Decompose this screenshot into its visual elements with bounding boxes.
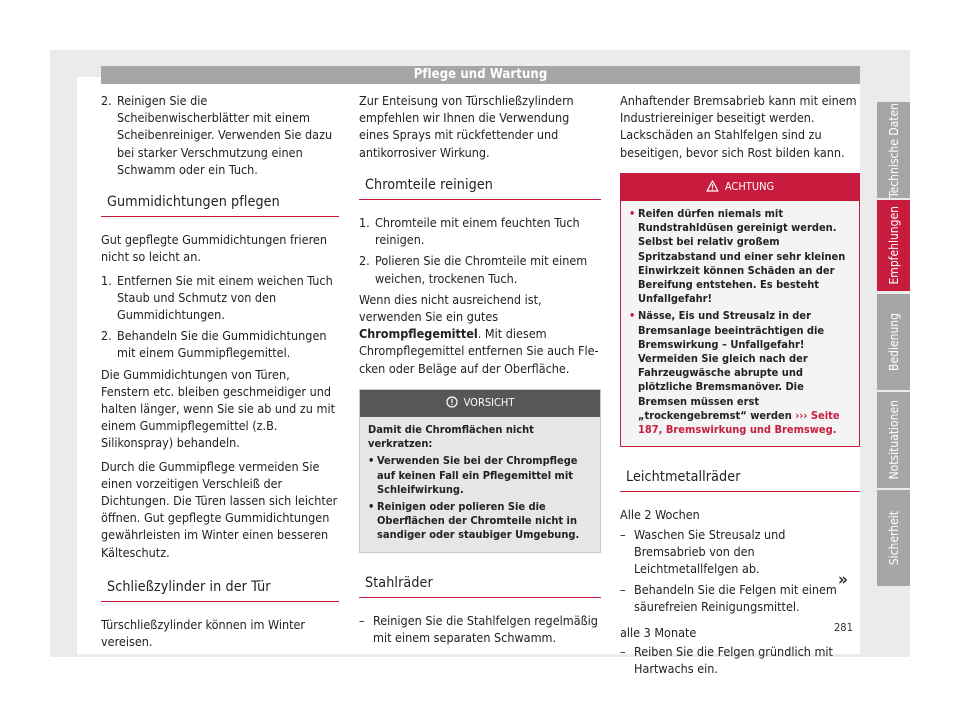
list-item [620, 643, 860, 677]
step-number: 2. [101, 328, 112, 344]
warning-box [620, 173, 860, 447]
paragraph: Durch die Gummipflege vermeiden Sie einen vorzeitigen Verschleiß der Dichtungen. Die Türen lassen sich leichter öffnen. Gut gepflegte Gummidichtungen gewährleisten im Winter einen besseren Kälteschutz. [101, 458, 338, 560]
paragraph: Anhaftender Bremsabrieb kann mit einem Industriereiniger beseitigt werden. Lackschäden an Stahlfelgen sind zu beseitigen, bevor sich Rost bilden kann. [620, 93, 857, 160]
bullet-icon: • [629, 309, 636, 323]
page-reference-link[interactable]: Bremswirkung und Bremsweg. [665, 423, 837, 437]
caution-item [368, 500, 592, 543]
step-number: 2. [359, 253, 370, 269]
caution-title: VORSICHT [463, 395, 515, 409]
step-number: 1. [101, 272, 112, 288]
caution-item [368, 454, 592, 497]
section-heading-leichtmetallraeder: Leichtmetallräder [620, 469, 860, 492]
step-text: Chromteile mit einem feuchten Tuch reinigen. [375, 215, 580, 248]
chapter-header: Pflege und Wartung [101, 66, 860, 84]
interval-label: Alle 2 Wochen [620, 507, 700, 523]
caution-header [360, 390, 600, 417]
step-text: Entfernen Sie mit einem weichen Tuch Staub und Schmutz von den Gummidichtungen. [117, 272, 333, 323]
continue-arrow-icon: » [838, 570, 848, 590]
tab-sicherheit[interactable] [877, 490, 910, 586]
item-text: Waschen Sie Streusalz und Bremsabrieb von den Leichtmetallfelgen ab. [634, 526, 786, 577]
list-item [359, 214, 601, 248]
item-text: Reinigen Sie die Stahlfelgen regelmäßig mit einem separaten Schwamm. [373, 612, 598, 646]
tab-bedienung[interactable] [877, 294, 910, 390]
section-heading-schliesszylinder: Schließzylinder in der Tür [101, 579, 339, 602]
tab-empfehlungen[interactable] [877, 200, 910, 291]
caution-box [359, 389, 601, 553]
step-number: 2. [101, 93, 112, 108]
paragraph: Gut gepflegte Gummidichtungen frieren nicht so leicht an. [101, 232, 327, 265]
page-reference-link[interactable]: ››› Seite 187, [638, 408, 840, 437]
list-item [101, 92, 339, 178]
section-heading-chromteile: Chromteile reinigen [359, 177, 601, 200]
warning-item [629, 309, 851, 437]
list-item [101, 327, 339, 361]
warning-triangle-icon [706, 180, 719, 197]
paragraph: Zur Enteisung von Türschließzylindern empfehlen wir Ihnen die Verwendung eines Sprays mit rückfettender und antikorrosiver Wirkung. [359, 93, 574, 160]
tab-notsituationen[interactable] [877, 392, 910, 488]
list-item [359, 612, 601, 646]
paragraph [359, 291, 601, 377]
step-text: Reinigen Sie die Scheibenwischerblätter mit einem Scheibenreiniger. Verwenden Sie dazu bei starker Verschmutzung einen Schwamm oder ein Tuch. [117, 93, 333, 177]
dash-icon: – [359, 612, 365, 628]
caution-text: Verwenden Sie bei der Chrompflege auf keinen Fall ein Pflegemittel mit Schleifwirkung. [377, 454, 578, 496]
warning-title: ACHTUNG [724, 179, 775, 193]
paragraph: Türschließzylinder können im Winter vereisen. [101, 617, 306, 650]
warning-header [621, 174, 859, 201]
list-item [101, 272, 339, 324]
list-item [620, 581, 860, 615]
column-1 [101, 92, 339, 656]
list-item [620, 526, 860, 578]
bullet-icon: • [629, 207, 636, 221]
tab-label: Sicherheit [886, 510, 901, 566]
dash-icon: – [620, 526, 626, 542]
column-2 [359, 92, 601, 650]
tab-label: Empfehlungen [886, 206, 901, 285]
page-number: 281 [834, 621, 853, 634]
column-3 [620, 92, 860, 681]
caution-text: Reinigen oder polieren Sie die Oberflächen der Chromteile nicht in sandiger oder staubiger Umgebung. [377, 500, 580, 542]
emphasis: Chrompflegemittel [359, 326, 478, 342]
info-circle-icon [446, 396, 458, 413]
list-item [359, 252, 601, 286]
bullet-icon: • [368, 500, 375, 514]
warning-body [621, 201, 859, 446]
text: Wenn dies nicht ausreichend ist, verwenden Sie ein gutes [359, 291, 542, 325]
dash-icon: – [620, 582, 626, 598]
section-heading-stahlraeder: Stahlräder [359, 575, 601, 598]
tab-label: Technische Daten [886, 102, 901, 198]
warning-item [629, 207, 851, 306]
tab-label: Bedienung [886, 313, 901, 371]
item-text: Reiben Sie die Felgen gründlich mit Hartwachs ein. [634, 643, 833, 677]
interval-label: alle 3 Monate [620, 624, 697, 640]
step-text: Behandeln Sie die Gummidichtungen mit einem Gummipflegemittel. [117, 328, 327, 361]
section-heading-gummidichtungen: Gummidichtungen pflegen [101, 194, 339, 217]
tab-label: Notsituationen [886, 400, 901, 480]
step-text: Polieren Sie die Chromteile mit einem weichen, trockenen Tuch. [375, 253, 588, 286]
tab-technische-daten[interactable] [877, 102, 910, 198]
bullet-icon: • [368, 454, 375, 468]
text: . Mit diesem Chrompflegemittel entfernen Sie auch Flecken oder Beläge auf der Oberfläche. [359, 326, 599, 376]
warning-text: Nässe, Eis und Streusalz in der Bremsanlage beeinträchtigen die Bremswirkung – Unfallgefahr! Vermeiden Sie gleich nach der Fahrzeugwäsche abrupte und plötzliche Bremsmanöver. Die Bremsen müssen erst „trockengebremst“ werden [638, 309, 825, 422]
paragraph: Die Gummidichtungen von Türen, Fenstern etc. bleiben geschmeidiger und halten länger, wenn Sie sie ab und zu mit einem Gummipflegemittel (z.B. Silikonspray) behandeln. [101, 366, 335, 451]
dash-icon: – [620, 643, 626, 659]
caution-body [360, 417, 600, 552]
item-text: Behandeln Sie die Felgen mit einem säurefreien Reinigungsmittel. [634, 582, 837, 615]
step-number: 1. [359, 215, 370, 231]
warning-text: Reifen dürfen niemals mit Rundstrahldüsen gereinigt werden. Selbst bei relativ großem Spritzabstand und einer sehr kleinen Einwirkzeit können Schäden an der Bereifung entstehen. Es besteht Unfallgefahr! [638, 207, 846, 306]
caution-intro: Damit die Chromflächen nicht verkratzen: [368, 423, 534, 451]
